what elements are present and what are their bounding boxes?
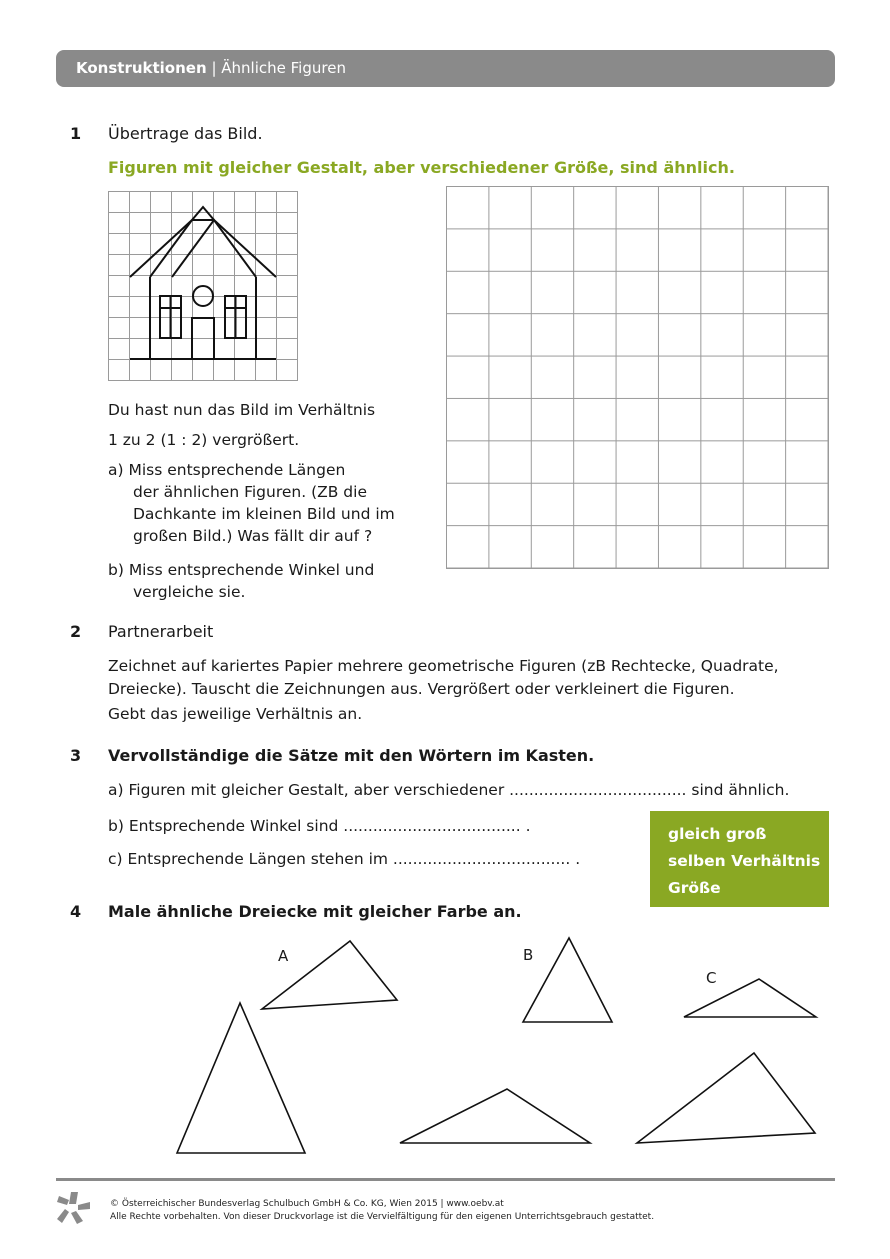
task1-a-line3: Dachkante im kleinen Bild und im	[133, 505, 395, 523]
house-roof-outer	[130, 220, 276, 277]
triangle-label-c: C	[706, 969, 717, 987]
task3-number: 3	[70, 746, 82, 765]
triangle-large-left[interactable]	[177, 1003, 305, 1153]
task1-a-line2: der ähnlichen Figuren. (ZB die	[133, 483, 367, 501]
header-separator: |	[211, 59, 217, 77]
triangle-b[interactable]	[523, 938, 612, 1022]
big-grid	[446, 186, 829, 569]
task2-number: 2	[70, 622, 82, 641]
task3-sentence-a: a) Figuren mit gleicher Gestalt, aber verschiedener .................................... sind ähnlich.	[108, 781, 790, 799]
footer-line1: © Österreichischer Bundesverlag Schulbuch GmbH & Co. KG, Wien 2015 | www.oebv.at	[110, 1199, 504, 1209]
task1-highlight: Figuren mit gleicher Gestalt, aber verschiedener Größe, sind ähnlich.	[108, 158, 735, 177]
task1-number: 1	[70, 124, 82, 143]
word-box-item: selben Verhältnis	[668, 852, 821, 870]
task1-line2: 1 zu 2 (1 : 2) vergrößert.	[108, 431, 300, 449]
task2-title: Partnerarbeit	[108, 622, 214, 641]
task4-title: Male ähnliche Dreiecke mit gleicher Farbe an.	[108, 902, 522, 921]
task1-a-line1: a) Miss entsprechende Längen	[108, 461, 346, 479]
triangle-c[interactable]	[684, 979, 816, 1017]
triangle-a[interactable]	[262, 941, 397, 1009]
task2-line2: Dreiecke). Tauscht die Zeichnungen aus. Vergrößert oder verkleinert die Figuren.	[108, 680, 735, 698]
task1-b-line1: b) Miss entsprechende Winkel und	[108, 561, 375, 579]
header-topic: Ähnliche Figuren	[221, 59, 346, 77]
task3-title: Vervollständige die Sätze mit den Wörtern im Kasten.	[108, 746, 595, 765]
triangles-area	[0, 920, 890, 1170]
house-round-window	[193, 286, 213, 306]
house-roof-edge-left	[150, 220, 192, 277]
footer-line2: Alle Rechte vorbehalten. Von dieser Druckvorlage ist die Vervielfältigung für den eigenen Unterrichtsgebrauch gestattet.	[110, 1212, 655, 1222]
word-box-item: Größe	[668, 879, 721, 897]
footer-divider	[56, 1178, 835, 1181]
triangle-label-b: B	[523, 946, 534, 964]
word-box-item: gleich groß	[668, 825, 767, 843]
task1-title: Übertrage das Bild.	[108, 124, 263, 143]
house-roof-top	[192, 207, 214, 220]
task4-number: 4	[70, 902, 82, 921]
task1-line1: Du hast nun das Bild im Verhältnis	[108, 401, 376, 419]
house-door	[192, 318, 214, 359]
footer-copyright	[110, 1198, 654, 1224]
header-section: Konstruktionen	[76, 59, 207, 77]
task3-sentence-c: c) Entsprechende Längen stehen im .................................... .	[108, 850, 581, 868]
page-header	[56, 50, 835, 87]
triangle-bottom-right[interactable]	[637, 1053, 815, 1143]
triangle-label-a: A	[278, 947, 289, 965]
house-drawing	[108, 191, 298, 381]
task3-sentence-b: b) Entsprechende Winkel sind .................................... .	[108, 817, 531, 835]
task1-a-line4: großen Bild.) Was fällt dir auf ?	[133, 527, 373, 545]
word-box	[650, 811, 829, 907]
task2-line1: Zeichnet auf kariertes Papier mehrere geometrische Figuren (zB Rechtecke, Quadrate,	[108, 657, 779, 675]
triangle-bottom-middle[interactable]	[400, 1089, 590, 1143]
publisher-logo-icon	[56, 1190, 92, 1226]
task1-b-line2: vergleiche sie.	[133, 583, 246, 601]
task2-line3: Gebt das jeweilige Verhältnis an.	[108, 705, 363, 723]
